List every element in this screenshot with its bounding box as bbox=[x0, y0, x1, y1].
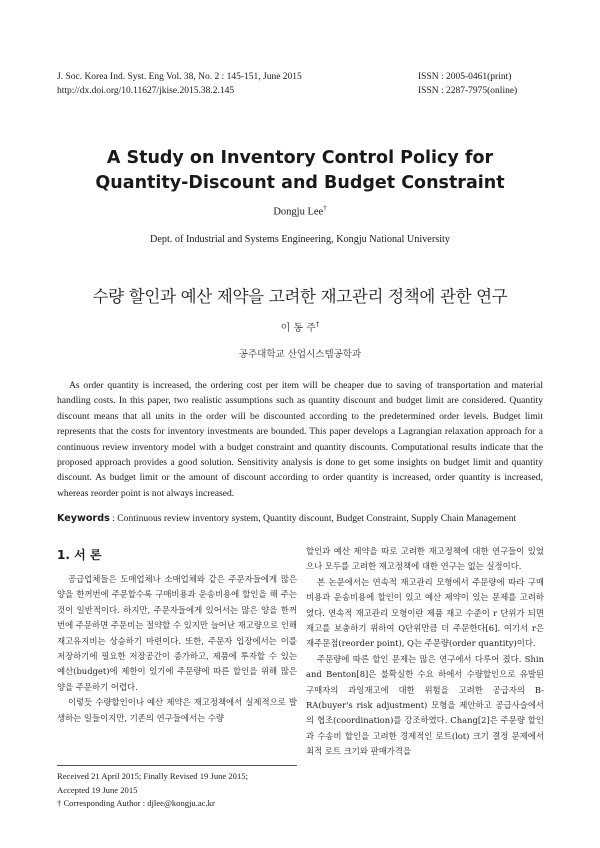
corresponding-mark-korean: † bbox=[315, 320, 320, 329]
section-heading-introduction: 1. 서 론 bbox=[57, 548, 102, 562]
abstract-text: As order quantity is increased, the ordering cost per item will be cheaper due to saving of transportation and material handling costs. In this paper, two realistic assumptions such as quantity discount and budget limit are considered. Quantity discount means that all units in the order will be discounted according to the predetermined order levels. Budget limit represents that the costs for inventory investments are bounded. This paper develops a Lagrangian relaxation approach for a continuous review inventory model with a budget constraint and quantity discounts. Computational results indicate that the proposed approach provides a good solution. Sensitivity analysis is done to get some insights on budget limit and quantity discount. As budget limit or the amount of discount according to order quantity is increased, order quantity is increased, whereas reorder point is not always increased. bbox=[57, 380, 543, 499]
author-korean-name: 이 동 주 bbox=[280, 323, 316, 334]
keywords-text: : Continuous review inventory system, Quantity discount, Budget Constraint, Supply Chain Management bbox=[112, 513, 517, 524]
title-english-line2: Quantity-Discount and Budget Constraint bbox=[95, 173, 505, 193]
doi-link[interactable]: http://dx.doi.org/10.11627/jkise.2015.38.2.145 bbox=[57, 86, 235, 96]
issn-print: ISSN : 2005-0461(print) bbox=[418, 72, 512, 82]
abstract bbox=[57, 378, 543, 501]
title-english-line1: A Study on Inventory Control Policy for bbox=[106, 148, 494, 168]
footnote bbox=[57, 770, 302, 811]
footnote-mark: † bbox=[57, 798, 62, 808]
right-column bbox=[306, 544, 544, 760]
received-date: Received 21 April 2015; Finally Revised 19 June 2015; bbox=[57, 771, 248, 781]
left-column bbox=[57, 572, 297, 726]
issn-online: ISSN : 2287-7975(online) bbox=[418, 86, 518, 96]
accepted-date: Accepted 19 June 2015 bbox=[57, 784, 138, 795]
author-korean bbox=[0, 319, 600, 334]
keywords-label: Keywords bbox=[57, 513, 110, 524]
intro-paragraph-1: 공급업체들은 도매업체나 소매업체와 같은 주문자들에게 많은 양을 한꺼번에 주문할수록 구매비용과 운송비용에 할인을 해 주는 것이 일반적이다. 하지만, 주문자들에게 있어서는 많은 양을 한꺼번에 주문하면 주문비는 절약할 수 있지만 늘어난 재고량으로 인해 재고유지비는 상승하기 마련이다. 또한, 주문자 입장에서는 이를 저장하기에 필요한 저장공간이 증가하고, 제품에 투자할 수 있는 예산(budget)에 제한이 있기에 주문량에 따른 할인을 위해 많은 양을 주문하기 어렵다. bbox=[57, 574, 297, 692]
affiliation-english: Dept. of Industrial and Systems Engineering, Kongju National University bbox=[150, 234, 450, 245]
footnote-divider bbox=[57, 765, 297, 766]
title-korean: 수량 할인과 예산 제약을 고려한 재고관리 정책에 관한 연구 bbox=[92, 287, 508, 306]
keywords-line bbox=[57, 513, 557, 524]
right-paragraph-2: 주문량에 따른 할인 문제는 많은 연구에서 다루어 졌다. Shin and Benton[8]은 불확실한 수요 하에서 수량할인으로 유발된 구매자의 과잉재고에 대한 위험을 고려한 공급자의 B-RA(buyer's risk adjustment) 모형을 제안하고 공급사슬에서의 협조(coordination)를 강조하였다. Chang[2]은 주문량 할인과 수송비 할인을 고려한 경제적인 로트(lot) 크기 결정 문제에서 최적 로트 크기와 판매가격을 bbox=[306, 653, 544, 757]
intro-paragraph-2: 이렇듯 수량할인이나 예산 제약은 재고정책에서 실제적으로 발생하는 일들이지만, 기존의 연구들에서는 수량 bbox=[57, 697, 297, 723]
corresponding-mark: † bbox=[323, 204, 327, 212]
author-name: Dongju Lee bbox=[273, 206, 324, 218]
affiliation-korean: 공주대학교 산업시스템공학과 bbox=[238, 349, 362, 360]
corresponding-email[interactable]: Corresponding Author : djlee@kongju.ac.kr bbox=[63, 798, 215, 808]
journal-citation: J. Soc. Korea Ind. Syst. Eng Vol. 38, No. 2 : 145-151, June 2015 bbox=[57, 72, 302, 82]
author-english bbox=[0, 204, 600, 218]
right-paragraph-continued: 할인과 예산 제약을 따로 고려한 재고정책에 대한 연구들이 있었으나 모두를 고려한 재고정책에 대한 연구는 없는 실정이다. bbox=[306, 546, 544, 572]
corresponding-author bbox=[57, 797, 302, 811]
right-paragraph-1: 본 논문에서는 연속적 재고관리 모형에서 주문량에 따라 구매비용과 운송비용에 할인이 있고 예산 제약이 있는 문제를 고려하였다. 연속적 재고관리 모형이란 제품 재고 수준이 r 단위가 되면 재고를 보충하기 위하여 Q단위만큼 더 주문한다[6]. 여기서 r은 재주문점(reorder point), Q는 주문량(order quantity)이다. bbox=[306, 576, 544, 649]
